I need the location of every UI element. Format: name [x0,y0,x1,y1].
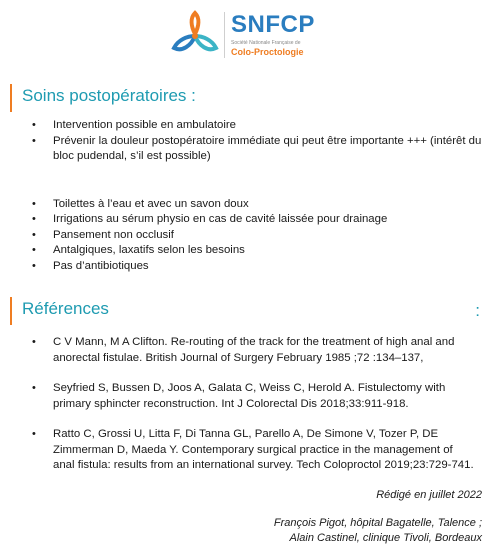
section-soins [10,84,484,274]
section-references-colon: : [475,301,480,320]
logo-subtitle: Société Nationale Française de [231,40,301,46]
logo-divider [224,12,225,58]
authors [274,516,482,546]
section-references [10,297,484,489]
authors-line-2: Alain Castinel, clinique Tivoli, Bordeaux [289,532,482,544]
section-soins-header [10,84,484,112]
logo-name: SNFCP [231,11,315,38]
snfcp-logo-mark-icon [170,10,220,60]
snfcp-logo [170,10,330,62]
section-references-title: Références [22,299,109,318]
list-item: • Intervention possible en ambulatoire [10,118,484,134]
reference-item: • Ratto C, Grossi U, Litta F, Di Tanna GL, Parello A, De Simone V, Tozer P, DE Zimmerman D, Maeda Y. Contemporary surgical practice in the management of anal fistula: results from an international survey. Tech Coloproctol 2019;23:729-741. [10,427,484,474]
reference-item: • C V Mann, M A Clifton. Re-routing of the track for the treatment of high anal and anorectal fistulae. British Journal of Surgery February 1985 ;72 :134–137, [10,335,484,366]
list-item: • Antalgiques, laxatifs selon les besoins [10,243,484,259]
logo-text [231,12,315,58]
list-item: • Pansement non occlusif [10,228,484,244]
section-references-header [10,297,484,325]
list-item: • Toilettes à l’eau et avec un savon doux [10,197,484,213]
list-item: • Irrigations au sérum physio en cas de cavité laissée pour drainage [10,212,484,228]
list-item: • Pas d’antibiotiques [10,259,484,275]
references-list [10,335,484,474]
authors-line-1: François Pigot, hôpital Bagatelle, Talence ; [273,517,482,529]
soins-list-1 [10,118,484,165]
redaction-date: Rédigé en juillet 2022 [376,489,482,501]
soins-list-2 [10,197,484,275]
list-item: • Prévenir la douleur postopératoire immédiate qui peut être importante +++ (intérêt du bloc pudendal, s’il est possible) [10,134,484,165]
logo-subtitle-2: Colo-Proctologie [231,47,304,57]
section-soins-title: Soins postopératoires : [22,86,196,105]
reference-item: • Seyfried S, Bussen D, Joos A, Galata C, Weiss C, Herold A. Fistulectomy with primary sphincter reconstruction. Int J Colorectal Dis 2018;33:911-918. [10,381,484,412]
